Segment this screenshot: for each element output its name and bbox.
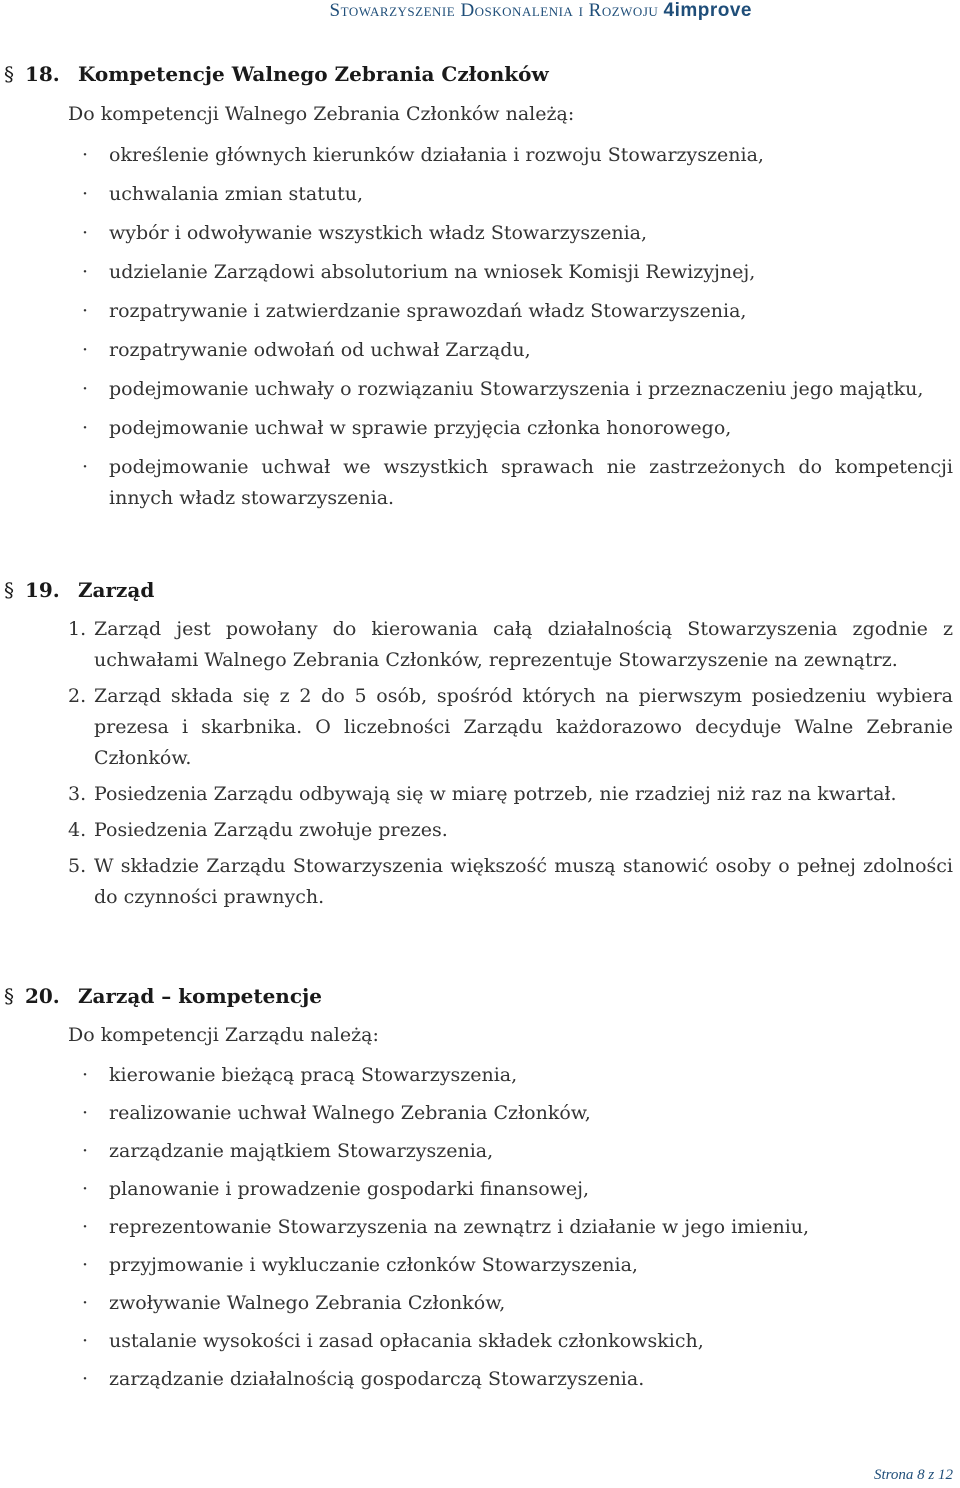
item-text: Posiedzenia Zarządu odbywają się w miarę potrzeb, nie rzadziej niż raz na kwartał. [94,783,897,805]
numbered-item [68,815,953,846]
section-19-heading [4,578,154,602]
list-item-text: podejmowanie uchwały o rozwiązaniu Stowarzyszenia i przeznaczeniu jego majątku, [109,378,924,400]
list-item-text: rozpatrywanie i zatwierdzanie sprawozdań władz Stowarzyszenia, [109,300,747,322]
bullet-marker: · [82,144,89,166]
item-number: 5. [68,855,87,877]
bullet-marker: · [82,378,89,400]
list-item [68,374,953,405]
item-text: Zarząd składa się z 2 do 5 osób, spośród których na pierwszym posiedzeniu wybiera prezesa i skarbnika. O liczebności Zarządu każdorazowo decyduje Walne Zebranie Członków. [94,685,953,769]
bullet-marker: · [82,1064,89,1086]
bullet-marker: · [82,1330,89,1352]
bullet-marker: · [82,1178,89,1200]
page-header [0,0,752,22]
numbered-item [68,779,953,810]
numbered-item [68,851,953,913]
section-20-list [68,1060,953,1402]
bullet-marker: · [82,183,89,205]
section-symbol: § [4,62,14,86]
list-item [68,1364,953,1395]
list-item [68,1288,953,1319]
item-text: Zarząd jest powołany do kierowania całą działalnością Stowarzyszenia zgodnie z uchwałami Walnego Zebrania Członków, reprezentuje Stowarzyszenie na zewnątrz. [94,618,953,671]
list-item-text: zwoływanie Walnego Zebrania Członków, [109,1292,506,1314]
list-item [68,1212,953,1243]
numbered-item [68,681,953,774]
section-number: 20. [24,984,60,1008]
list-item-text: podejmowanie uchwał we wszystkich sprawach nie zastrzeżonych do kompetencji innych władz stowarzyszenia. [109,456,953,509]
list-item-text: rozpatrywanie odwołań od uchwał Zarządu, [109,339,531,361]
list-item-text: realizowanie uchwał Walnego Zebrania Członków, [109,1102,591,1124]
list-item [68,413,953,444]
list-item [68,1060,953,1091]
section-18-heading [4,62,549,86]
bullet-marker: · [82,1140,89,1162]
list-item-text: przyjmowanie i wykluczanie członków Stowarzyszenia, [109,1254,638,1276]
section-symbol: § [4,578,14,602]
bullet-marker: · [82,1102,89,1124]
section-19-list [68,614,953,918]
list-item-text: podejmowanie uchwał w sprawie przyjęcia członka honorowego, [109,417,732,439]
list-item-text: określenie głównych kierunków działania i rozwoju Stowarzyszenia, [109,144,764,166]
bullet-marker: · [82,417,89,439]
list-item [68,1174,953,1205]
list-item [68,257,953,288]
list-item-text: uchwalania zmian statutu, [109,183,363,205]
list-item-text: udzielanie Zarządowi absolutorium na wniosek Komisji Rewizyjnej, [109,261,756,283]
list-item [68,140,953,171]
list-item [68,1136,953,1167]
bullet-marker: · [82,1254,89,1276]
bullet-marker: · [82,1216,89,1238]
bullet-marker: · [82,456,89,478]
bullet-marker: · [82,1368,89,1390]
list-item [68,179,953,210]
header-organization: Stowarzyszenie Doskonalenia i Rozwoju [329,0,659,21]
list-item [68,218,953,249]
page-number: Strona 8 z 12 [873,1467,953,1483]
list-item [68,296,953,327]
item-number: 4. [68,819,87,841]
list-item-text: planowanie i prowadzenie gospodarki finansowej, [109,1178,590,1200]
list-item-text: ustalanie wysokości i zasad opłacania składek członkowskich, [109,1330,704,1352]
bullet-marker: · [82,222,89,244]
list-item [68,1250,953,1281]
item-number: 2. [68,685,87,707]
list-item-text: kierowanie bieżącą pracą Stowarzyszenia, [109,1064,518,1086]
item-number: 3. [68,783,87,805]
numbered-item [68,614,953,676]
section-18-intro: Do kompetencji Walnego Zebrania Członków należą: [68,103,575,125]
item-text: W składzie Zarządu Stowarzyszenia większość muszą stanowić osoby o pełnej zdolności do czynności prawnych. [94,855,953,908]
section-number: 19. [24,578,60,602]
list-item-text: zarządzanie majątkiem Stowarzyszenia, [109,1140,494,1162]
header-brand: 4improve [663,0,752,21]
bullet-marker: · [82,300,89,322]
section-18-list [68,140,953,522]
section-title: Kompetencje Walnego Zebrania Członków [77,62,549,86]
list-item [68,1326,953,1357]
section-number: 18. [24,62,60,86]
item-number: 1. [68,618,87,640]
section-symbol: § [4,984,14,1008]
section-20-heading [4,984,322,1008]
list-item-text: zarządzanie działalnością gospodarczą Stowarzyszenia. [109,1368,645,1390]
bullet-marker: · [82,261,89,283]
list-item [68,1098,953,1129]
section-title: Zarząd – kompetencje [77,984,322,1008]
section-title: Zarząd [77,578,155,602]
list-item [68,452,953,514]
item-text: Posiedzenia Zarządu zwołuje prezes. [94,819,448,841]
list-item-text: reprezentowanie Stowarzyszenia na zewnątrz i działanie w jego imieniu, [109,1216,810,1238]
section-20-intro: Do kompetencji Zarządu należą: [68,1024,379,1046]
list-item [68,335,953,366]
bullet-marker: · [82,339,89,361]
list-item-text: wybór i odwoływanie wszystkich władz Stowarzyszenia, [109,222,648,244]
bullet-marker: · [82,1292,89,1314]
